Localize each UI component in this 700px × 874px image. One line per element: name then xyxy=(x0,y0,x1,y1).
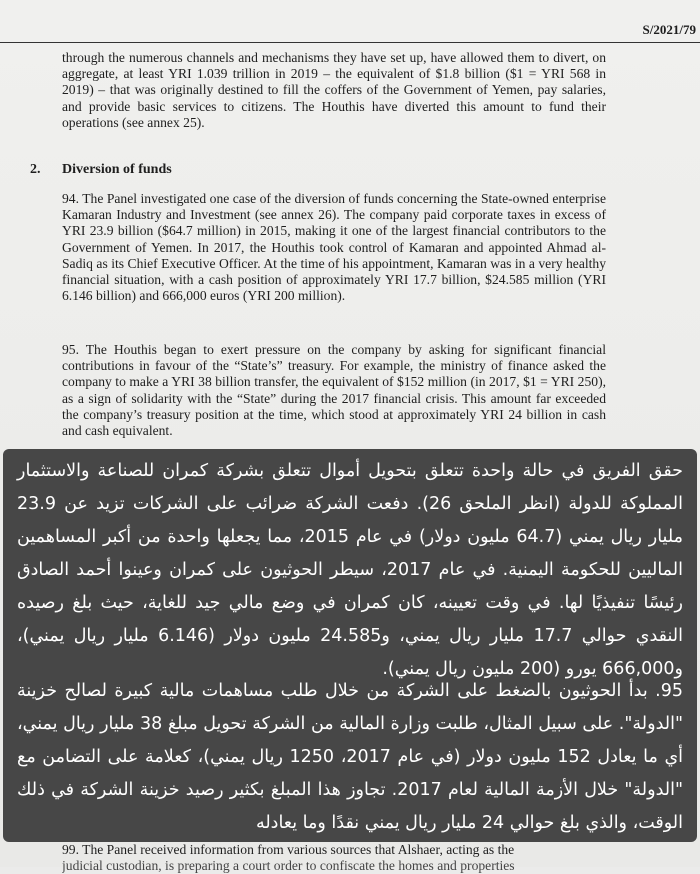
paragraph-99-line-2: judicial custodian, is preparing a court order to confiscate the homes and properties xyxy=(62,858,515,873)
section-heading xyxy=(30,162,172,178)
paragraph-94: 94. The Panel investigated one case of the diversion of funds concerning the State-owned enterprise Kamaran Industry and Investment (see annex 26). The company paid corporate taxes in excess of YRI 23.9 billion ($64.7 million) in 2015, making it one of the largest financial contributors to the Government of Yemen. In 2017, the Houthis took control of Kamaran and appointed Ahmad al-Sadiq as its Chief Executive Officer. At the time of his appointment, Kamaran was in a very healthy financial situation, with a cash position of approximately YRI 17.7 billion, $24.585 million (YRI 6.146 billion) and 666,000 euros (YRI 200 million). xyxy=(62,191,606,304)
section-title: Diversion of funds xyxy=(62,162,172,177)
paragraph-95: 95. The Houthis began to exert pressure on the company by asking for significant financial contributions in favour of the “State’s” treasury. For example, the ministry of finance asked the company to make a YRI 38 billion transfer, the equivalent of $152 million (in 2017, $1 = YRI 250), as a sign of solidarity with the “State” during the 2017 financial crisis. This amount far exceeded the company’s treasury position at the time, which stood at approximately YRI 24 billion in cash and cash equivalent. xyxy=(62,342,606,439)
translation-overlay xyxy=(3,449,697,842)
paragraph-top: through the numerous channels and mechanisms they have set up, have allowed them to divert, on aggregate, at least YRI 1.039 trillion in 2019 – the equivalent of $1.8 billion ($1 = YRI 568 in 2019) – that was originally destined to fill the coffers of the Government of Yemen, pay salaries, and provide basic services to citizens. The Houthis have diverted this amount to fund their operations (see annex 25). xyxy=(62,50,606,130)
arabic-translation-94: حقق الفريق في حالة واحدة تتعلق بتحويل أموال تتعلق بشركة كمران للصناعة والاستثمار المملوكة للدولة (انظر الملحق 26). دفعت الشركة ضرائب على الشركات تزيد عن 23.9 مليار ريال يمني (64.7 مليون دولار) في عام 2015، مما يجعلها واحدة من أكبر المساهمين الماليين للحكومة اليمنية. في عام 2017، سيطر الحوثيون على كمران وعينوا أحمد الصادق رئيسًا تنفيذيًا لها. في وقت تعيينه، كان كمران في وضع مالي جيد للغاية، حيث بلغ رصيده النقدي حوالي 17.7 مليار ريال يمني، و24.585 مليون دولار (6.146 مليار ريال يمني)، و666,000 يورو (200 مليون ريال يمني). xyxy=(17,461,684,679)
document-symbol: S/2021/79 xyxy=(642,22,696,37)
header-rule xyxy=(0,42,700,43)
arabic-translation-95: 95. بدأ الحوثيون بالضغط على الشركة من خلال طلب مساهمات مالية كبيرة لصالح خزينة "الدولة". على سبيل المثال، طلبت وزارة المالية من الشركة تحويل مبلغ 38 مليار ريال يمني، أي ما يعادل 152 مليون دولار (في عام 2017، 1250 ريال يمني)، كعلامة على التضامن مع "الدولة" خلال الأزمة المالية لعام 2017. تجاوز هذا المبلغ بكثير رصيد خزينة الشركة في ذلك الوقت، والذي بلغ حوالي 24 مليار ريال يمني نقدًا وما يعادله xyxy=(17,681,684,833)
paragraph-99-line-1: 99. The Panel received information from various sources that Alshaer, acting as the xyxy=(62,842,515,857)
section-number: 2. xyxy=(30,162,41,177)
